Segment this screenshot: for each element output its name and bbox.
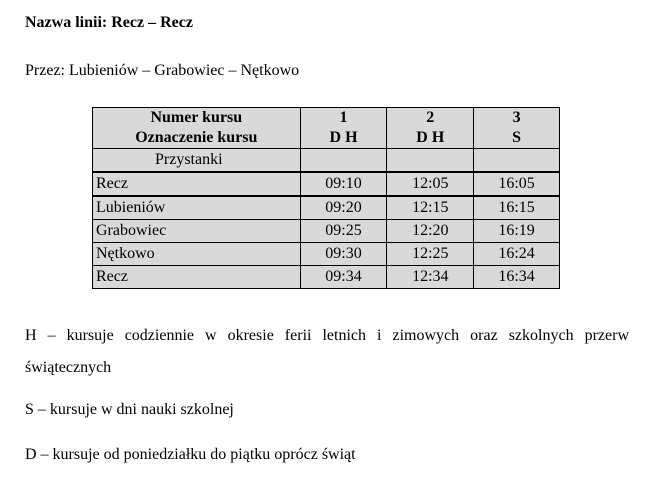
- header-row-course-number: [93, 108, 560, 129]
- route-via-text: Przez: Lubieniów – Grabowiec – Nętkowo: [25, 62, 300, 79]
- stop-name: Recz: [93, 172, 301, 196]
- note-s: S – kursuje w dni nauki szkolnej: [25, 401, 234, 418]
- course-number: 3: [474, 108, 560, 129]
- line-name-heading: Nazwa linii: Recz – Recz: [25, 14, 193, 31]
- note-h: H – kursuje codziennie w okresie ferii letnich i zimowych oraz szkolnych przerw świątecznych: [25, 327, 629, 376]
- departure-time: 16:34: [474, 266, 560, 289]
- timetable: [92, 107, 560, 289]
- empty-cell: [387, 149, 474, 173]
- stop-name: Lubieniów: [93, 196, 301, 220]
- table-row: [93, 172, 560, 196]
- course-code: D H: [300, 128, 387, 149]
- course-code: D H: [387, 128, 474, 149]
- table-row: [93, 196, 560, 220]
- departure-time: 09:25: [300, 220, 387, 243]
- departure-time: 12:20: [387, 220, 474, 243]
- departure-time: 16:24: [474, 243, 560, 266]
- empty-cell: [474, 149, 560, 173]
- departure-time: 16:15: [474, 196, 560, 220]
- table-row: [93, 243, 560, 266]
- stops-label: Przystanki: [93, 149, 301, 173]
- departure-time: 16:05: [474, 172, 560, 196]
- table-row: [93, 266, 560, 289]
- departure-time: 09:20: [300, 196, 387, 220]
- departure-time: 09:30: [300, 243, 387, 266]
- stop-name: Grabowiec: [93, 220, 301, 243]
- departure-time: 09:10: [300, 172, 387, 196]
- header-row-course-code: [93, 128, 560, 149]
- departure-time: 09:34: [300, 266, 387, 289]
- stop-name: Recz: [93, 266, 301, 289]
- table-row: [93, 220, 560, 243]
- departure-time: 12:15: [387, 196, 474, 220]
- stop-name: Nętkowo: [93, 243, 301, 266]
- course-number: 2: [387, 108, 474, 129]
- departure-time: 12:25: [387, 243, 474, 266]
- empty-cell: [300, 149, 387, 173]
- departure-time: 12:05: [387, 172, 474, 196]
- course-number: 1: [300, 108, 387, 129]
- header-course-code-label: Oznaczenie kursu: [93, 128, 301, 149]
- header-course-number-label: Numer kursu: [93, 108, 301, 129]
- departure-time: 16:19: [474, 220, 560, 243]
- course-code: S: [474, 128, 560, 149]
- note-d: D – kursuje od poniedziałku do piątku oprócz świąt: [25, 446, 356, 463]
- stops-label-row: [93, 149, 560, 173]
- departure-time: 12:34: [387, 266, 474, 289]
